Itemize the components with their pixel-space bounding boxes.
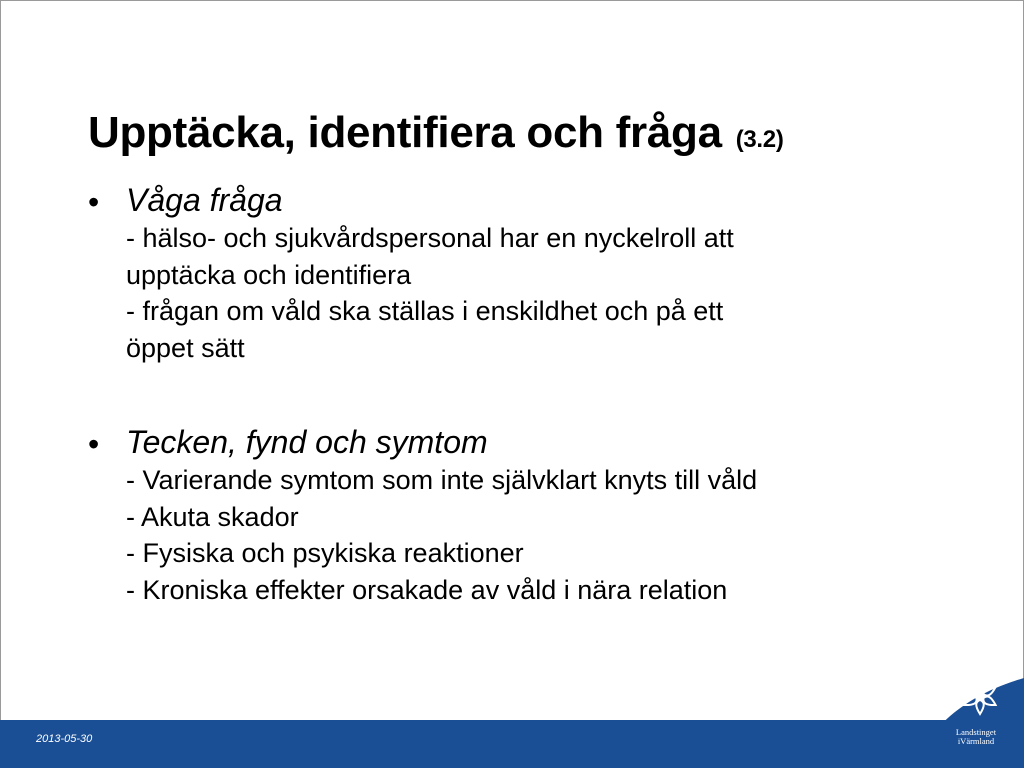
slide-content bbox=[86, 180, 986, 608]
slide-title-text: Upptäcka, identifiera och fråga bbox=[88, 108, 722, 157]
footer-band bbox=[0, 720, 1024, 768]
bullet-dot: • bbox=[88, 426, 100, 462]
bullet-line: upptäcka och identifiera bbox=[126, 259, 412, 290]
footer-date: 2013-05-30 bbox=[36, 733, 93, 745]
bullet-dot: • bbox=[88, 184, 100, 220]
bullet-spacer bbox=[86, 366, 986, 422]
bullet-line: - Varierande symtom som inte självklart knyts till våld bbox=[126, 465, 758, 495]
bullet-line: - Fysiska och psykiska reaktioner bbox=[126, 538, 524, 568]
footer-bar bbox=[0, 720, 1024, 768]
bullet-heading: Tecken, fynd och symtom bbox=[126, 424, 488, 460]
bullet-item bbox=[86, 180, 986, 366]
bullet-line: - Akuta skador bbox=[126, 501, 299, 532]
logo-line-1: Landstinget bbox=[955, 727, 997, 737]
bullet-line: - Kroniska effekter orsakade av våld i nära relation bbox=[126, 574, 728, 605]
bullet-line: öppet sätt bbox=[126, 332, 245, 363]
bullet-item bbox=[86, 422, 986, 608]
bullet-line: - frågan om våld ska ställas i enskildhet och på ett bbox=[126, 296, 724, 326]
logo-wordmark bbox=[946, 728, 1006, 746]
slide-title bbox=[88, 108, 784, 158]
bullet-heading: Våga fråga bbox=[126, 182, 283, 218]
slide-title-reference: (3.2) bbox=[735, 126, 784, 153]
bullet-line: - hälso- och sjukvårdspersonal har en nyckelroll att bbox=[126, 223, 734, 253]
logo-line-2: iVärmland bbox=[957, 736, 995, 746]
